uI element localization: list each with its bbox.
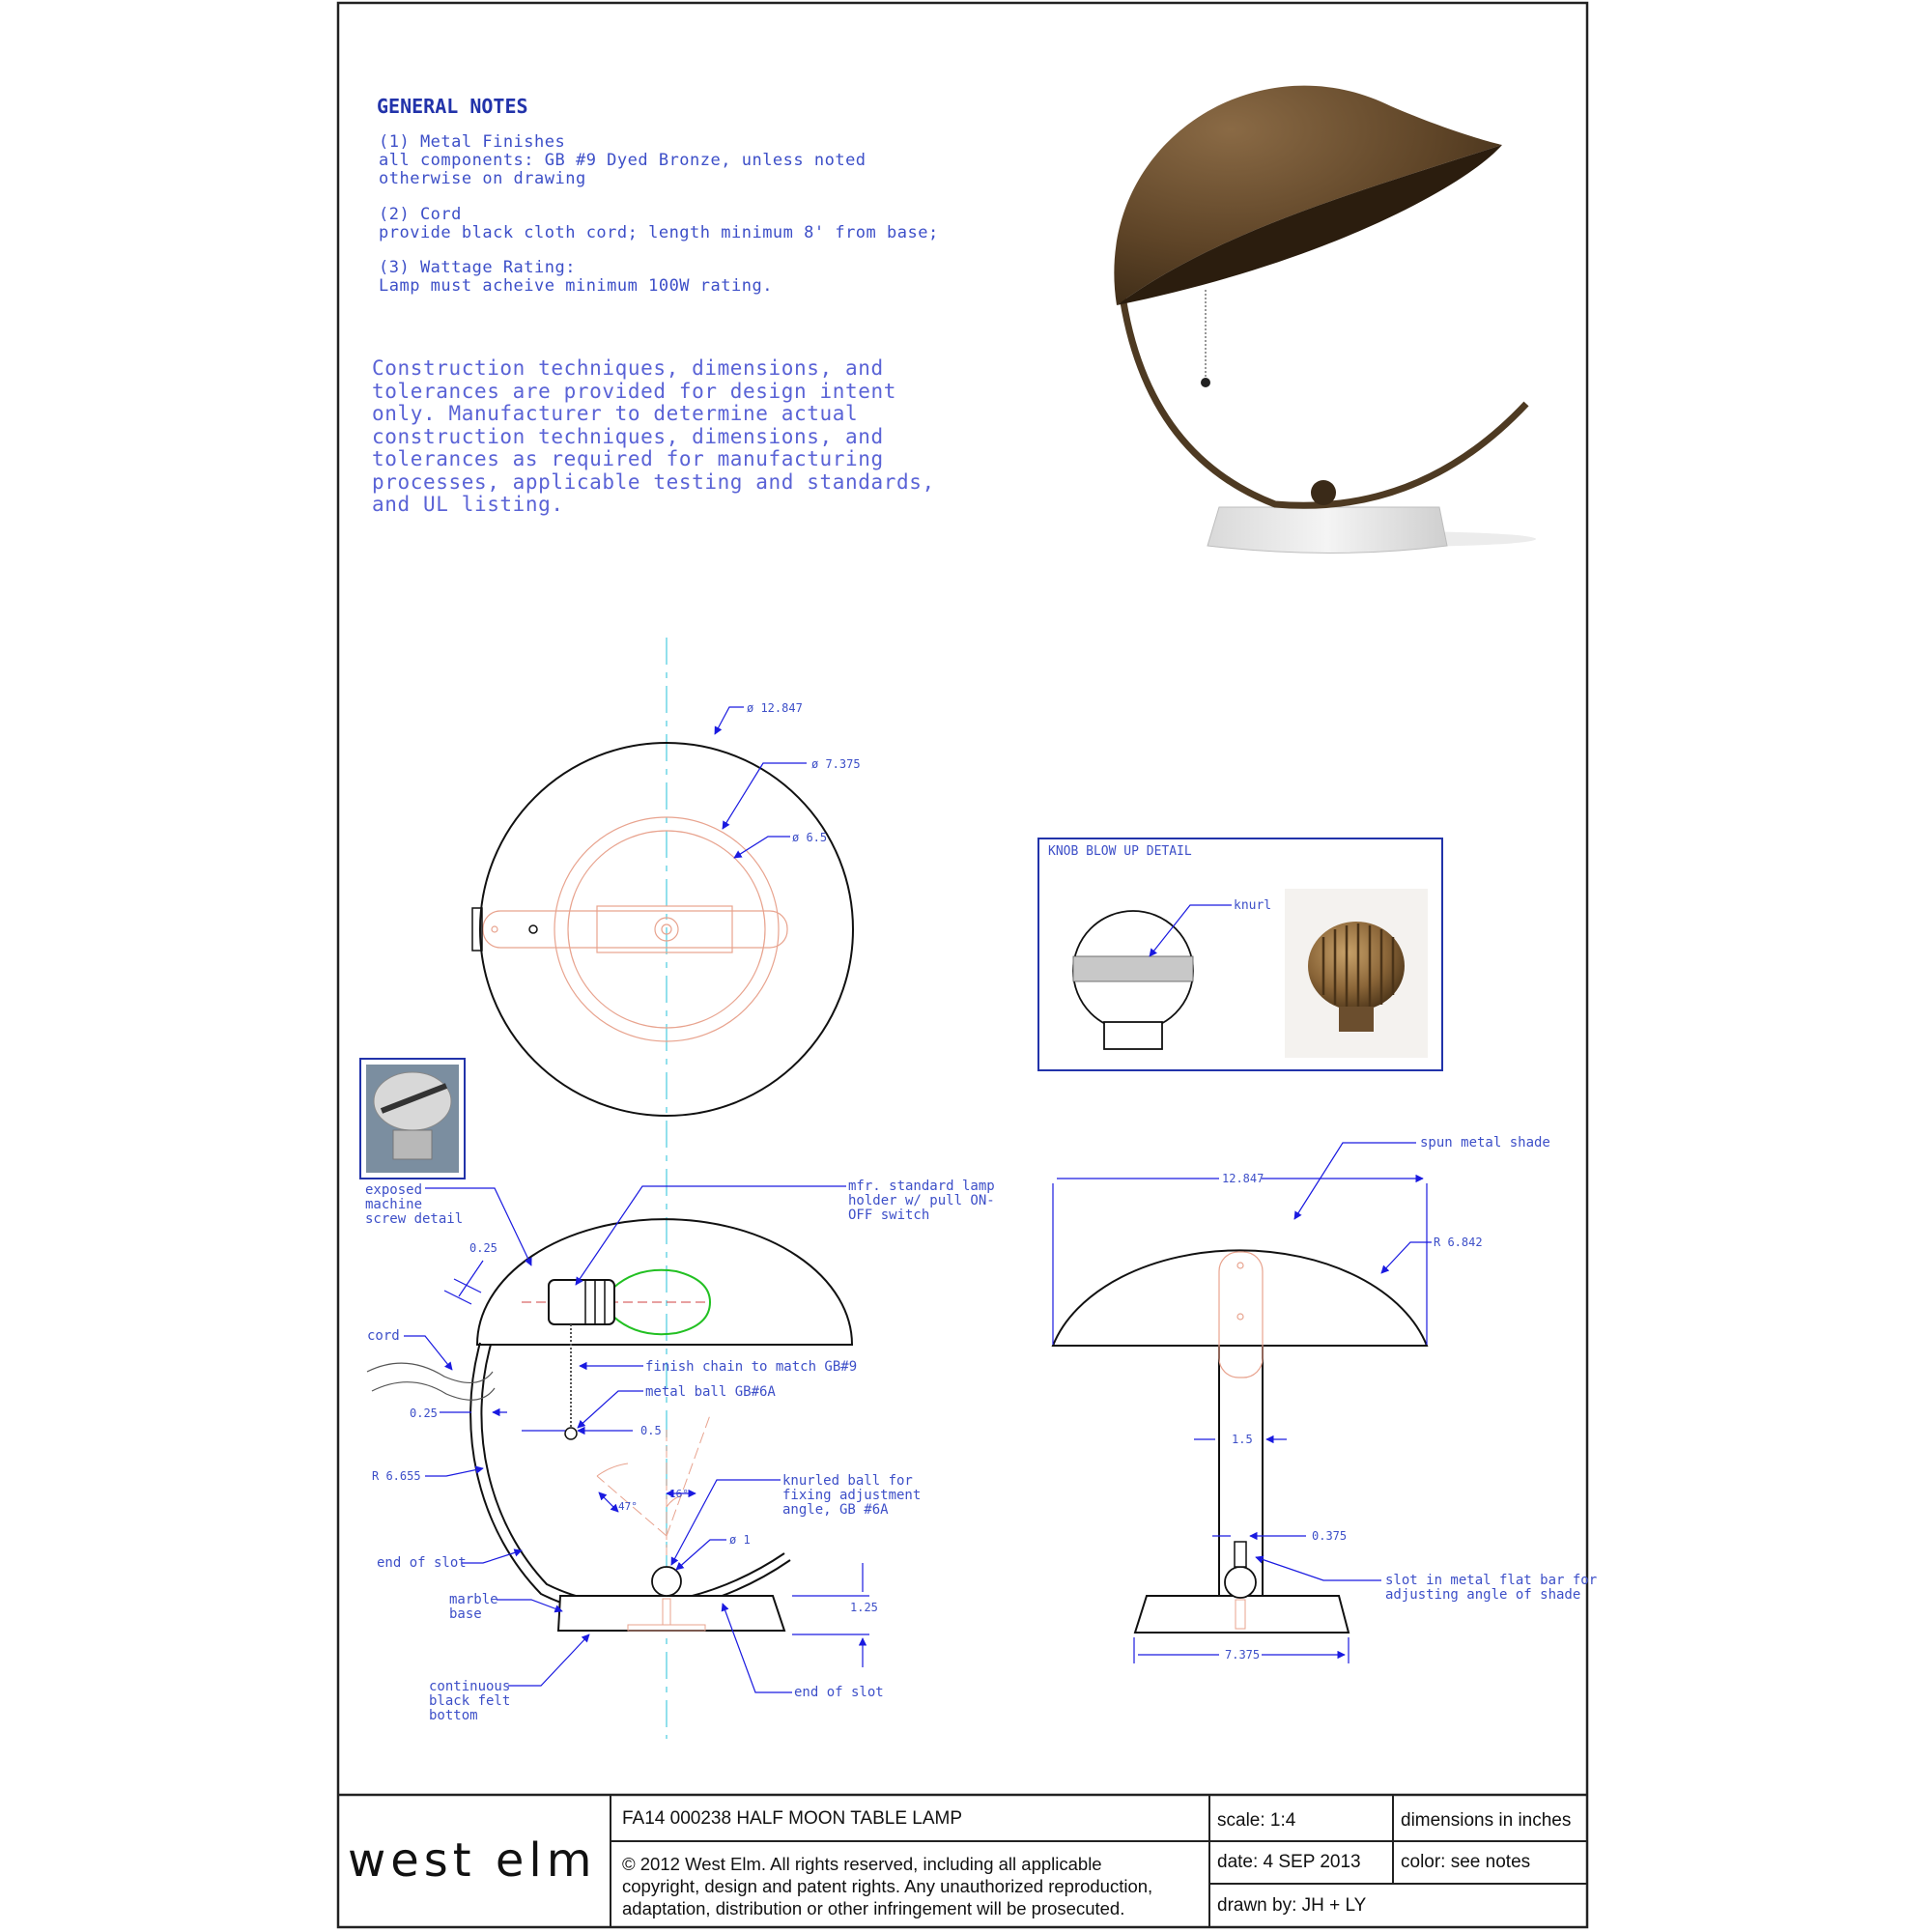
knob-stem [1104, 1022, 1162, 1049]
dim-leader-mid [723, 763, 807, 829]
dim-outer-diameter: ø 12.847 [747, 701, 803, 715]
dim-inner-diameter: ø 6.5 [792, 831, 828, 844]
side-cord [367, 1363, 495, 1400]
angle-16-label: 16° [669, 1488, 689, 1500]
note-3-title: (3) Wattage Rating: [379, 258, 576, 277]
side-shade [477, 1219, 852, 1345]
screw-label-line-2: machine [365, 1197, 423, 1212]
drawn-by-field: drawn by: JH + LY [1217, 1895, 1367, 1916]
product-render [1114, 86, 1536, 554]
general-notes-heading: GENERAL NOTES [377, 95, 528, 118]
side-pull-ball [565, 1428, 577, 1439]
render-pull-ball [1201, 378, 1210, 387]
note-1-title: (1) Metal Finishes [379, 132, 566, 152]
knob-detail [1038, 838, 1442, 1070]
drawing-title: FA14 000238 HALF MOON TABLE LAMP [622, 1808, 963, 1829]
thickness-side-label: 0.25 [410, 1406, 438, 1420]
slot-label-line-2: adjusting angle of shade [1385, 1587, 1581, 1603]
screw-label-line-3: screw detail [365, 1211, 464, 1227]
slot-label-line-1: slot in metal flat bar for [1385, 1573, 1598, 1588]
felt-label-line-2: black felt [429, 1693, 511, 1709]
front-shade [1053, 1250, 1427, 1346]
base-width-label: 7.375 [1225, 1648, 1261, 1662]
marble-label-line-2: base [449, 1606, 482, 1622]
copyright-line-2: copyright, design and patent rights. Any unauthorized reproduction, [622, 1876, 1153, 1896]
date-field: date: 4 SEP 2013 [1217, 1852, 1361, 1872]
shade-label: spun metal shade [1420, 1135, 1550, 1151]
note-1-line-1: all components: GB #9 Dyed Bronze, unless noted [379, 151, 867, 170]
stem-width-label: 1.5 [1232, 1433, 1253, 1446]
shade-leader [1294, 1143, 1416, 1219]
units-field: dimensions in inches [1401, 1810, 1572, 1831]
dim-mid-diameter: ø 7.375 [811, 757, 861, 771]
front-hidden-screw-1 [1237, 1263, 1243, 1268]
holder-label-line-1: mfr. standard lamp [848, 1179, 995, 1194]
knob-photo-ribs [1323, 923, 1393, 1010]
side-hidden-arcs [597, 1463, 682, 1507]
side-view [365, 1179, 995, 1723]
holder-leader [576, 1186, 846, 1285]
scale-field: scale: 1:4 [1217, 1810, 1296, 1831]
copyright-line-3: adaptation, distribution or other infringement will be prosecuted. [622, 1898, 1125, 1918]
base-height-label: 1.25 [850, 1601, 878, 1614]
dim-leader-outer [715, 707, 744, 734]
copyright-line-1: © 2012 West Elm. All rights reserved, including all applicable [622, 1854, 1102, 1874]
knurl-leader [1150, 905, 1232, 956]
angle-47-arc [599, 1492, 618, 1512]
side-base [558, 1596, 784, 1631]
knob-photo-stem [1339, 1007, 1374, 1032]
front-radius-label: R 6.842 [1434, 1236, 1483, 1249]
end-of-slot-left-leader [462, 1550, 522, 1563]
base-height-dim [792, 1563, 869, 1667]
ball-dia-leader [676, 1540, 726, 1570]
note-2-line-1: provide black cloth cord; length minimum 8' from base; [379, 223, 939, 242]
note-2-title: (2) Cord [379, 205, 462, 224]
holder-label-line-2: holder w/ pull ON- [848, 1193, 995, 1208]
screw-photo-thread [393, 1130, 432, 1159]
marble-leader [497, 1600, 562, 1611]
angle-47-label: 47° [618, 1500, 638, 1513]
front-slot-knob [1225, 1567, 1256, 1598]
top-view-screw-hole [529, 925, 537, 933]
felt-label-line-3: bottom [429, 1708, 478, 1723]
front-width-label: 12.847 [1222, 1172, 1264, 1185]
note-3-line-1: Lamp must acheive minimum 100W rating. [379, 276, 773, 296]
end-of-slot-left-label: end of slot [377, 1555, 467, 1571]
thickness-top-label: 0.25 [469, 1241, 497, 1255]
knurled-label-line-3: angle, GB #6A [782, 1502, 889, 1518]
offset-label: 0.5 [640, 1424, 662, 1437]
front-view [1053, 1135, 1597, 1663]
side-knurled-ball [652, 1567, 681, 1596]
top-view [472, 701, 861, 1116]
design-intent-disclaimer: Construction techniques, dimensions, and tolerances are provided for design intent only. Manufacturer to determine actual construction techniques, dimensions, and tolerances as required for manufacturing processes, applicable testing and standards, and UL listing. [372, 356, 935, 516]
cord-label: cord [367, 1328, 400, 1344]
brand-wordmark: west elm [348, 1833, 597, 1888]
front-base [1135, 1596, 1349, 1633]
knurl-label: knurl [1234, 898, 1272, 913]
front-radius-leader [1381, 1242, 1432, 1273]
screw-label-line-1: exposed [365, 1182, 423, 1198]
radius-leader [425, 1468, 483, 1476]
felt-leader [508, 1634, 589, 1686]
knurled-label-line-2: fixing adjustment [782, 1488, 922, 1503]
end-of-slot-right-label: end of slot [794, 1685, 884, 1700]
screw-photo-inset [360, 1059, 465, 1179]
ball-leader [578, 1391, 643, 1428]
color-field: color: see notes [1401, 1852, 1531, 1872]
knurled-label-line-1: knurled ball for [782, 1473, 913, 1489]
front-hidden-screw-2 [1237, 1314, 1243, 1320]
ball-dia-label: ø 1 [729, 1533, 751, 1547]
render-knob [1311, 480, 1336, 505]
marble-label-line-1: marble [449, 1592, 498, 1607]
slot-leader [1256, 1557, 1381, 1580]
front-slot-knob-cap [1235, 1542, 1246, 1567]
ball-label: metal ball GB#6A [645, 1384, 776, 1400]
chain-label: finish chain to match GB#9 [645, 1359, 858, 1375]
knob-knurl-band [1073, 956, 1193, 981]
render-marble-base [1208, 507, 1447, 554]
radius-label: R 6.655 [372, 1469, 421, 1483]
knob-detail-title: KNOB BLOW UP DETAIL [1048, 844, 1192, 859]
felt-label-line-1: continuous [429, 1679, 511, 1694]
render-crescent-arm [1122, 290, 1526, 505]
note-1-line-2: otherwise on drawing [379, 169, 586, 188]
thickness-top-dim [444, 1261, 483, 1304]
knob-photo [1285, 889, 1428, 1058]
cord-leader [404, 1336, 452, 1370]
holder-label-line-3: OFF switch [848, 1208, 930, 1223]
slot-width-label: 0.375 [1312, 1529, 1348, 1543]
top-view-screw-hole-2 [492, 926, 497, 932]
top-view-slot [597, 906, 732, 952]
